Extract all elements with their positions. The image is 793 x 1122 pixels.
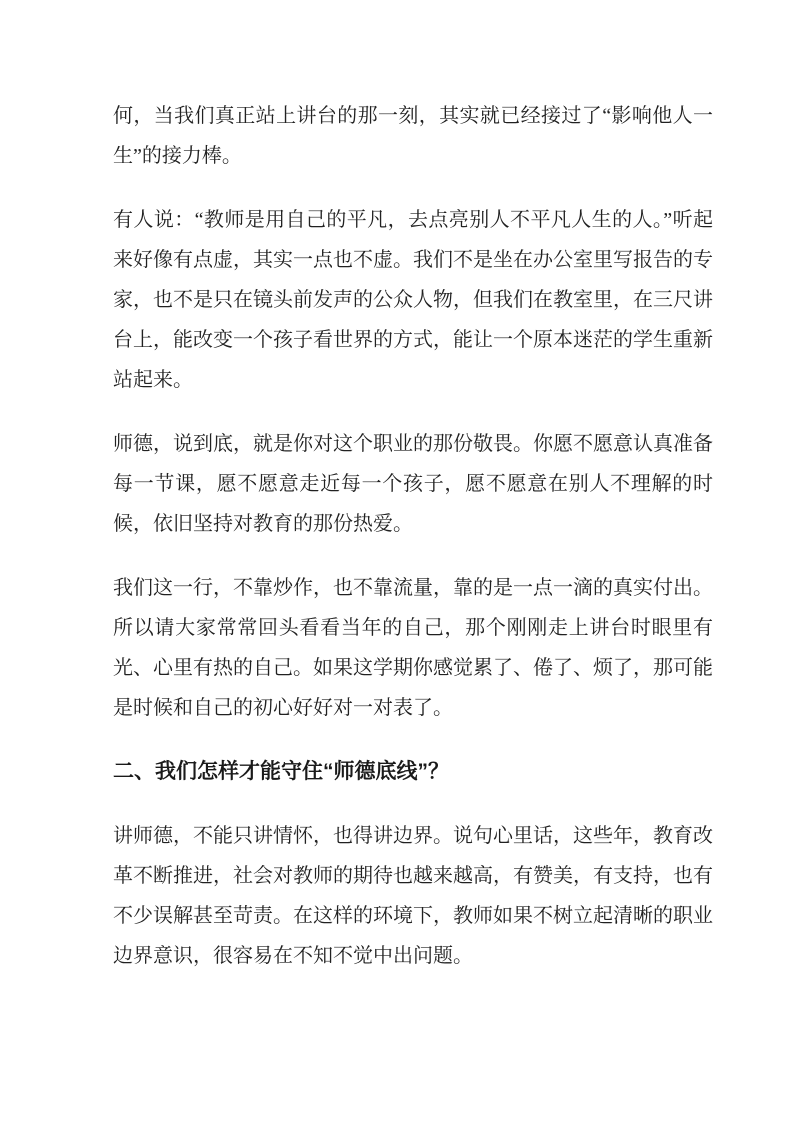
body-paragraph: 师德，说到底，就是你对这个职业的那份敬畏。你愿不愿意认真准备每一节课，愿不愿意走近每一个孩子，愿不愿意在别人不理解的时候，依旧坚持对教育的那份热爱。	[113, 433, 713, 535]
body-paragraph: 何，当我们真正站上讲台的那一刻，其实就已经接过了“影响他人一生”的接力棒。	[113, 105, 713, 167]
section-heading: 二、我们怎样才能守住“师德底线”？	[113, 760, 449, 783]
body-paragraph: 有人说：“教师是用自己的平凡，去点亮别人不平凡人生的人。”听起来好像有点虚，其实一点也不虚。我们不是坐在办公室里写报告的专家，也不是只在镜头前发声的公众人物，但我们在教室里，在三尺讲台上，能改变一个孩子看世界的方式，能让一个原本迷茫的学生重新站起来。	[113, 209, 713, 391]
body-paragraph: 我们这一行，不靠炒作，也不靠流量，靠的是一点一滴的真实付出。所以请大家常常回头看看当年的自己，那个刚刚走上讲台时眼里有光、心里有热的自己。如果这学期你感觉累了、倦了、烦了，那可能是时候和自己的初心好好对一对表了。	[113, 577, 713, 719]
body-paragraph: 讲师德，不能只讲情怀，也得讲边界。说句心里话，这些年，教育改革不断推进，社会对教师的期待也越来越高，有赞美，有支持，也有不少误解甚至苛责。在这样的环境下，教师如果不树立起清晰的职业边界意识，很容易在不知不觉中出问题。	[113, 825, 713, 967]
